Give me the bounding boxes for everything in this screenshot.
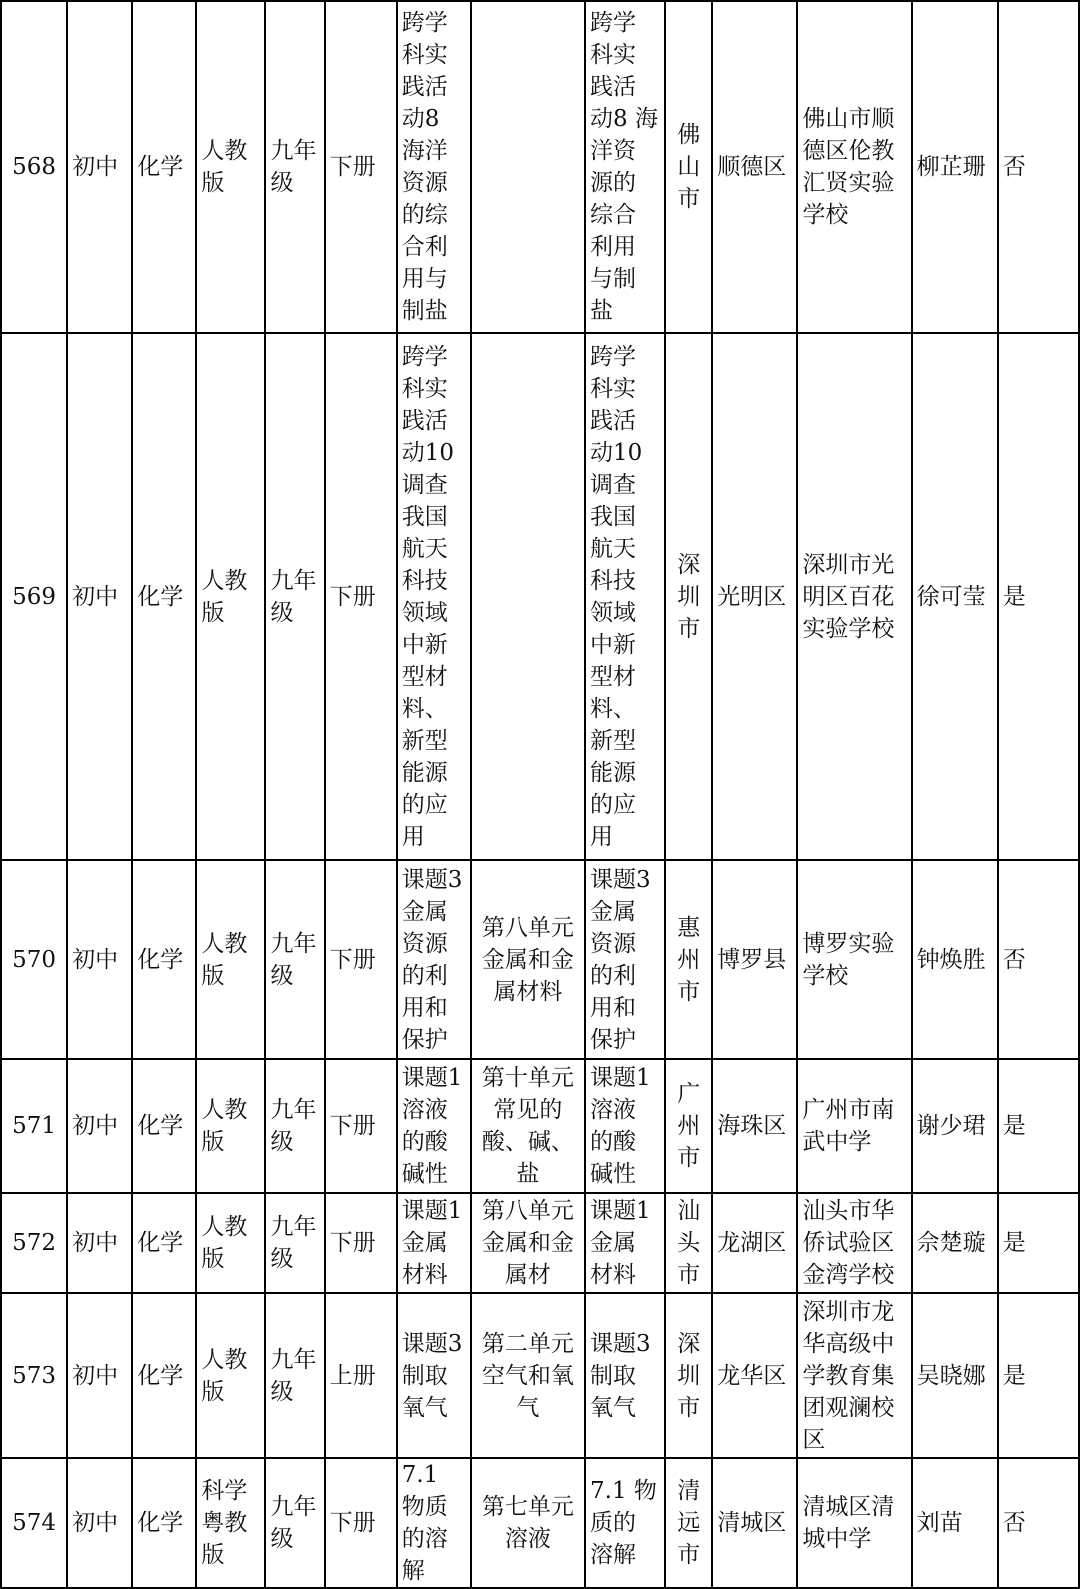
cell-subject: 化学: [132, 1458, 196, 1588]
table-row: [1, 1458, 1079, 1588]
cell-teacher: 徐可莹: [912, 333, 998, 860]
cell-subject: 化学: [132, 1293, 196, 1458]
cell-grade: 九年级: [265, 1193, 324, 1293]
cell-lesson-repeat: 跨学 科实 践活 动10 调查 我国 航天 科技 领域 中新 型材 料、 新型 能源 的应 用: [585, 333, 665, 860]
cell-city: 惠州市: [665, 860, 712, 1059]
cell-volume: 上册: [325, 1293, 397, 1458]
cell-district: 龙湖区: [712, 1193, 797, 1293]
cell-grade: 九年级: [265, 1, 324, 333]
cell-lesson-repeat: 课题1 金属 材料: [585, 1193, 665, 1293]
cell-unit: 第八单元 金属和金属材: [471, 1193, 585, 1293]
cell-stage: 初中: [67, 1193, 132, 1293]
cell-number: 573: [1, 1293, 67, 1458]
cell-subject: 化学: [132, 1, 196, 333]
cell-number: 572: [1, 1193, 67, 1293]
cell-school: 深圳市龙华高级中学教育集团观澜校区: [797, 1293, 911, 1458]
cell-volume: 下册: [325, 333, 397, 860]
cell-flag: 否: [998, 1458, 1079, 1588]
cell-district: 光明区: [712, 333, 797, 860]
cell-flag: 是: [998, 1193, 1079, 1293]
cell-school: 清城区清城中学: [797, 1458, 911, 1588]
cell-city: 深圳市: [665, 1293, 712, 1458]
cell-stage: 初中: [67, 1458, 132, 1588]
cell-city: 广州市: [665, 1059, 712, 1193]
cell-teacher: 刘苗: [912, 1458, 998, 1588]
cell-grade: 九年级: [265, 860, 324, 1059]
cell-city: 汕头市: [665, 1193, 712, 1293]
cell-lesson-repeat: 跨学 科实 践活 动8 海 洋资 源的 综合 利用 与制 盐: [585, 1, 665, 333]
cell-grade: 九年级: [265, 333, 324, 860]
cell-lesson: 课题1溶液的酸碱性: [397, 1059, 471, 1193]
cell-lesson-repeat: 课题3 制取 氧气: [585, 1293, 665, 1458]
cell-school: 佛山市顺德区伦教汇贤实验学校: [797, 1, 911, 333]
cell-unit: 第十单元 常见的酸、碱、盐: [471, 1059, 585, 1193]
cell-edition: 科学粤教版: [196, 1458, 265, 1588]
cell-number: 571: [1, 1059, 67, 1193]
cell-number: 570: [1, 860, 67, 1059]
cell-grade: 九年级: [265, 1059, 324, 1193]
cell-lesson: 课题1金属材料: [397, 1193, 471, 1293]
cell-grade: 九年级: [265, 1458, 324, 1588]
cell-edition: 人教版: [196, 1059, 265, 1193]
table-row: [1, 1, 1079, 333]
cell-stage: 初中: [67, 333, 132, 860]
cell-teacher: 谢少珺: [912, 1059, 998, 1193]
cell-flag: 是: [998, 333, 1079, 860]
cell-city: 深圳市: [665, 333, 712, 860]
cell-unit: [471, 1, 585, 333]
cell-district: 顺德区: [712, 1, 797, 333]
cell-school: 深圳市光明区百花实验学校: [797, 333, 911, 860]
cell-unit: [471, 333, 585, 860]
cell-stage: 初中: [67, 860, 132, 1059]
cell-volume: 下册: [325, 1193, 397, 1293]
cell-stage: 初中: [67, 1, 132, 333]
cell-number: 568: [1, 1, 67, 333]
cell-edition: 人教版: [196, 1193, 265, 1293]
cell-lesson: 课题3制取氧气: [397, 1293, 471, 1458]
cell-volume: 下册: [325, 1, 397, 333]
cell-district: 清城区: [712, 1458, 797, 1588]
cell-district: 龙华区: [712, 1293, 797, 1458]
cell-volume: 下册: [325, 1458, 397, 1588]
cell-volume: 下册: [325, 1059, 397, 1193]
cell-district: 博罗县: [712, 860, 797, 1059]
cell-teacher: 柳芷珊: [912, 1, 998, 333]
cell-number: 574: [1, 1458, 67, 1588]
table-row: [1, 860, 1079, 1059]
cell-edition: 人教版: [196, 1, 265, 333]
cell-lesson: 课题3金属资源的利用和保护: [397, 860, 471, 1059]
cell-teacher: 钟焕胜: [912, 860, 998, 1059]
cell-edition: 人教版: [196, 333, 265, 860]
cell-stage: 初中: [67, 1059, 132, 1193]
cell-flag: 是: [998, 1059, 1079, 1193]
cell-teacher: 吴晓娜: [912, 1293, 998, 1458]
cell-flag: 否: [998, 1, 1079, 333]
cell-grade: 九年级: [265, 1293, 324, 1458]
cell-school: 汕头市华侨试验区金湾学校: [797, 1193, 911, 1293]
cell-stage: 初中: [67, 1293, 132, 1458]
table-row: [1, 1293, 1079, 1458]
cell-number: 569: [1, 333, 67, 860]
cell-flag: 否: [998, 860, 1079, 1059]
cell-city: 佛山市: [665, 1, 712, 333]
cell-unit: 第七单元 溶液: [471, 1458, 585, 1588]
cell-subject: 化学: [132, 333, 196, 860]
cell-subject: 化学: [132, 860, 196, 1059]
cell-city: 清远市: [665, 1458, 712, 1588]
cell-lesson-repeat: 课题1 溶液 的酸 碱性: [585, 1059, 665, 1193]
cell-lesson-repeat: 7.1 物 质的 溶解: [585, 1458, 665, 1588]
table-row: [1, 333, 1079, 860]
cell-lesson: 跨学科实践活动8 海洋资源的综合利用与制盐: [397, 1, 471, 333]
cell-school: 博罗实验学校: [797, 860, 911, 1059]
cell-lesson-repeat: 课题3 金属 资源 的利 用和 保护: [585, 860, 665, 1059]
cell-lesson: 7.1 物质的溶解: [397, 1458, 471, 1588]
cell-school: 广州市南武中学: [797, 1059, 911, 1193]
cell-unit: 第八单元 金属和金属材料: [471, 860, 585, 1059]
table-row: [1, 1193, 1079, 1293]
table-body: [1, 1, 1079, 1588]
cell-subject: 化学: [132, 1193, 196, 1293]
cell-teacher: 佘楚璇: [912, 1193, 998, 1293]
table-row: [1, 1059, 1079, 1193]
cell-subject: 化学: [132, 1059, 196, 1193]
cell-lesson: 跨学科实践活动10调查我国航天科技领域中新型材料、新型能源的应用: [397, 333, 471, 860]
cell-district: 海珠区: [712, 1059, 797, 1193]
cell-edition: 人教版: [196, 1293, 265, 1458]
cell-volume: 下册: [325, 860, 397, 1059]
cell-edition: 人教版: [196, 860, 265, 1059]
cell-unit: 第二单元 空气和氧气: [471, 1293, 585, 1458]
cell-flag: 是: [998, 1293, 1079, 1458]
